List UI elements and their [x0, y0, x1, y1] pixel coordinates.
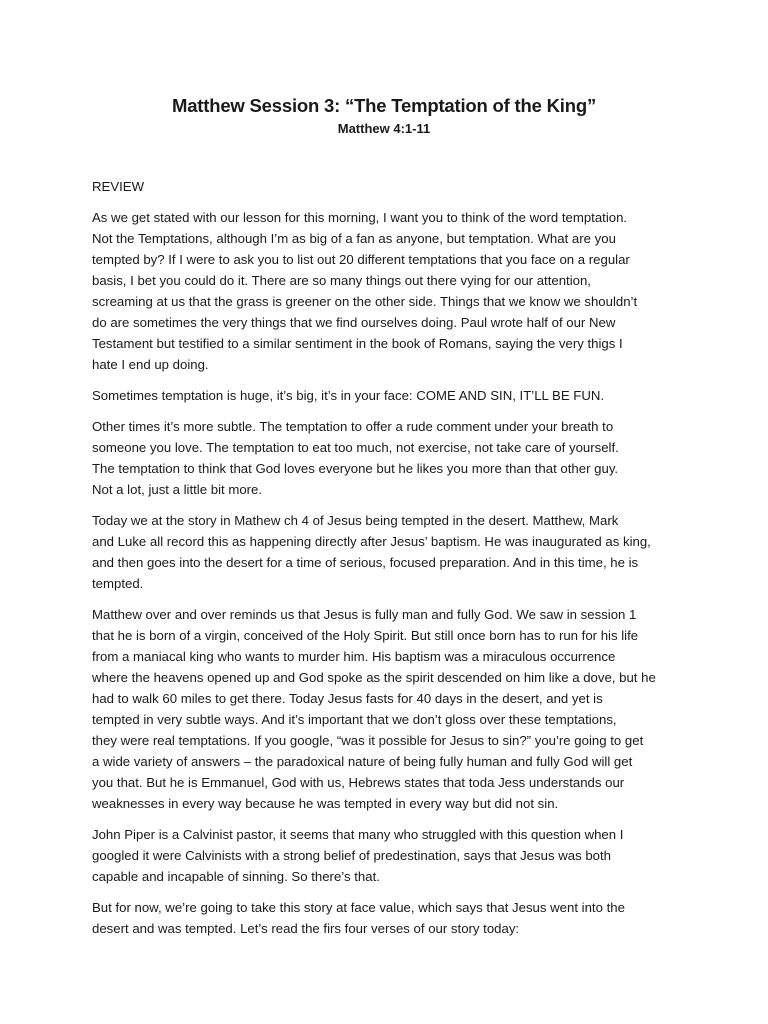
paragraph-line: someone you love. The temptation to eat too much, not exercise, not take care of yourself. — [92, 440, 619, 455]
paragraph-line: Other times it’s more subtle. The temptation to offer a rude comment under your breath to — [92, 419, 614, 434]
body-paragraph — [92, 416, 682, 500]
paragraph-line: tempted by? If I were to ask you to list out 20 different temptations that you face on a regular — [92, 252, 630, 267]
paragraph-line: Testament but testified to a similar sentiment in the book of Romans, saying the very thigs I — [92, 336, 623, 351]
document-title: Matthew Session 3: “The Temptation of the King” — [172, 95, 596, 116]
paragraph-line: weaknesses in every way because he was tempted in every way but did not sin. — [92, 796, 559, 811]
paragraph-line: screaming at us that the grass is greener on the other side. Things that we know we shouldn’t — [92, 294, 638, 309]
paragraph-line: Not the Temptations, although I’m as big of a fan as anyone, but temptation. What are you — [92, 231, 616, 246]
paragraph-line: John Piper is a Calvinist pastor, it seems that many who struggled with this question when I — [92, 827, 624, 842]
paragraph-line: you that. But he is Emmanuel, God with us, Hebrews states that toda Jess understands our — [92, 775, 625, 790]
paragraph-line: where the heavens opened up and God spoke as the spirit descended on him like a dove, but he — [92, 670, 656, 685]
paragraph-line: Not a lot, just a little bit more. — [92, 482, 263, 497]
paragraph-line: Matthew over and over reminds us that Jesus is fully man and fully God. We saw in session 1 — [92, 607, 637, 622]
body-paragraph — [92, 897, 682, 939]
body-paragraph — [92, 604, 682, 814]
paragraph-line: googled it were Calvinists with a strong belief of predestination, says that Jesus was both — [92, 848, 611, 863]
paragraph-line: desert and was tempted. Let’s read the firs four verses of our story today: — [92, 921, 520, 936]
document-body — [92, 176, 682, 949]
paragraph-line: and then goes into the desert for a time of serious, focused preparation. And in this time, he is — [92, 555, 639, 570]
paragraph-line: a wide variety of answers – the paradoxical nature of being fully human and fully God will get — [92, 754, 633, 769]
paragraph-line: capable and incapable of sinning. So there’s that. — [92, 869, 380, 884]
paragraph-line: basis, I bet you could do it. There are so many things out there vying for our attention, — [92, 273, 591, 288]
paragraph-line: hate I end up doing. — [92, 357, 209, 372]
body-paragraph — [92, 207, 682, 375]
paragraph-line: The temptation to think that God loves everyone but he likes you more than that other guy. — [92, 461, 619, 476]
document-subtitle: Matthew 4:1-11 — [337, 121, 431, 136]
paragraph-line: Sometimes temptation is huge, it’s big, it’s in your face: COME AND SIN, IT’LL BE FUN. — [92, 388, 605, 403]
body-paragraph — [92, 510, 682, 594]
body-paragraph — [92, 385, 682, 406]
paragraph-line: As we get stated with our lesson for this morning, I want you to think of the word temptation. — [92, 210, 628, 225]
paragraph-line: from a maniacal king who wants to murder him. His baptism was a miraculous occurrence — [92, 649, 616, 664]
paragraph-line: they were real temptations. If you google, “was it possible for Jesus to sin?” you’re going to get — [92, 733, 644, 748]
body-paragraph — [92, 824, 682, 887]
paragraph-line: and Luke all record this as happening directly after Jesus’ baptism. He was inaugurated as king, — [92, 534, 651, 549]
paragraph-line: REVIEW — [92, 179, 145, 194]
paragraph-line: had to walk 60 miles to get there. Today Jesus fasts for 40 days in the desert, and yet is — [92, 691, 603, 706]
paragraph-line: tempted in very subtle ways. And it’s important that we don’t gloss over these temptations, — [92, 712, 617, 727]
paragraph-line: Today we at the story in Mathew ch 4 of Jesus being tempted in the desert. Matthew, Mark — [92, 513, 619, 528]
paragraph-line: that he is born of a virgin, conceived of the Holy Spirit. But still once born has to run for his life — [92, 628, 639, 643]
body-paragraph — [92, 176, 682, 197]
paragraph-line: tempted. — [92, 576, 144, 591]
paragraph-line: But for now, we’re going to take this story at face value, which says that Jesus went into the — [92, 900, 625, 915]
paragraph-line: do are sometimes the very things that we find ourselves doing. Paul wrote half of our New — [92, 315, 616, 330]
